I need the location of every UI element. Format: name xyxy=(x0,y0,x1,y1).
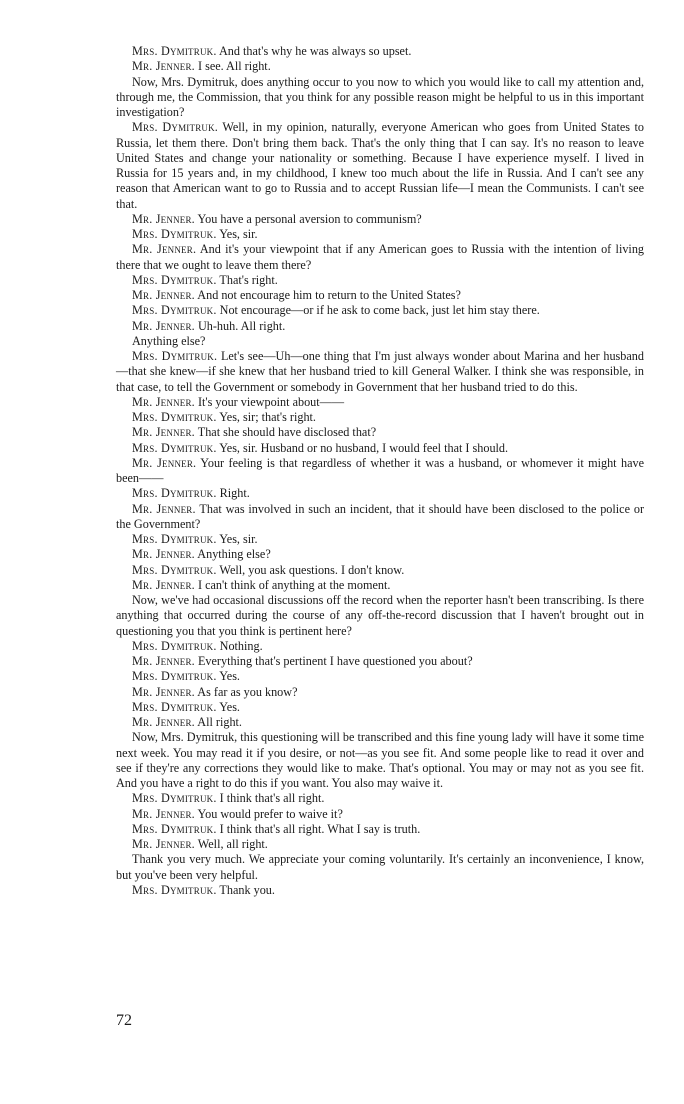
transcript-paragraph xyxy=(116,44,644,59)
paragraph-text: Yes. xyxy=(219,669,240,684)
transcript-paragraph xyxy=(116,288,644,303)
transcript-paragraph xyxy=(116,75,644,121)
transcript-paragraph xyxy=(116,669,644,684)
transcript-paragraph xyxy=(116,59,644,74)
transcript-paragraph xyxy=(116,807,644,822)
transcript-paragraph xyxy=(116,303,644,318)
speaker-label: Mrs. Dymitruk. xyxy=(132,120,219,135)
paragraph-text: All right. xyxy=(197,715,242,729)
paragraph-text: Thank you very much. We appreciate your coming voluntarily. It's certainly an inconvenience, I know, but you've been very helpful. xyxy=(116,852,644,882)
speaker-label: Mr. Jenner. xyxy=(132,806,195,821)
speaker-label: Mrs. Dymitruk. xyxy=(132,440,217,455)
transcript-paragraph xyxy=(116,334,644,349)
speaker-label: Mr. Jenner. xyxy=(132,318,195,333)
paragraph-text: I think that's all right. xyxy=(219,791,325,806)
paragraph-text: You would prefer to waive it? xyxy=(197,806,343,821)
paragraph-text: Yes, sir. xyxy=(219,532,258,546)
speaker-label: Mrs. Dymitruk. xyxy=(132,272,217,287)
speaker-label: Mr. Jenner. xyxy=(132,425,195,440)
paragraph-text: Now, Mrs. Dymitruk, this questioning will be transcribed and this fine young lady will have it some time next week. You may read it if you desire, or not—as you see fit. And some people like to read it over and see if they're any corrections they would like to make. That's optional. You may or may not as you see fit. And you have a right to do this if you want. You also may waive it. xyxy=(116,730,644,790)
paragraph-text: That was involved in such an incident, that it should have been disclosed to the police or the Government? xyxy=(116,501,645,531)
paragraph-text: Anything else? xyxy=(197,547,271,562)
speaker-label: Mrs. Dymitruk. xyxy=(132,699,217,714)
transcript-paragraph xyxy=(116,441,644,456)
transcript-paragraph xyxy=(116,425,644,440)
paragraph-text: I see. All right. xyxy=(197,59,271,74)
paragraph-text: That's right. xyxy=(219,272,278,287)
speaker-label: Mrs. Dymitruk. xyxy=(132,303,217,318)
speaker-label: Mr. Jenner. xyxy=(132,394,195,409)
speaker-label: Mrs. Dymitruk. xyxy=(132,791,217,806)
speaker-label: Mrs. Dymitruk. xyxy=(132,410,217,424)
page-number: 72 xyxy=(116,1012,132,1029)
speaker-label: Mr. Jenner. xyxy=(132,577,195,592)
transcript-paragraph xyxy=(116,273,644,288)
transcript-paragraph xyxy=(116,410,644,425)
paragraph-text: It's your viewpoint about—— xyxy=(197,394,345,409)
paragraph-text: Not encourage—or if he ask to come back, just let him stay there. xyxy=(219,303,540,318)
speaker-label: Mr. Jenner. xyxy=(132,242,197,257)
paragraph-text: Yes. xyxy=(219,699,240,714)
paragraph-text: Yes, sir; that's right. xyxy=(219,410,316,424)
paragraph-text: I can't think of anything at the moment. xyxy=(197,577,391,592)
paragraph-text: Your feeling is that regardless of whether it was a husband, or whomever it might have been—— xyxy=(116,455,644,485)
speaker-label: Mrs. Dymitruk. xyxy=(132,486,217,501)
paragraph-text: And it's your viewpoint that if any American goes to Russia with the intention of living there that we ought to leave them there? xyxy=(116,242,645,272)
speaker-label: Mrs. Dymitruk. xyxy=(132,349,218,363)
transcript-paragraph xyxy=(116,212,644,227)
transcript-paragraph xyxy=(116,349,644,395)
paragraph-text: Thank you. xyxy=(219,882,275,897)
transcript-paragraph xyxy=(116,852,644,883)
speaker-label: Mrs. Dymitruk. xyxy=(132,821,217,836)
speaker-label: Mrs. Dymitruk. xyxy=(132,44,217,58)
transcript-paragraph xyxy=(116,547,644,562)
speaker-label: Mrs. Dymitruk. xyxy=(132,227,217,241)
transcript-paragraph xyxy=(116,837,644,852)
paragraph-text: And that's why he was always so upset. xyxy=(218,44,412,58)
speaker-label: Mr. Jenner. xyxy=(132,501,196,516)
transcript-paragraph xyxy=(116,700,644,715)
transcript-paragraph xyxy=(116,242,644,273)
speaker-label: Mr. Jenner. xyxy=(132,654,195,668)
transcript-paragraph xyxy=(116,715,644,730)
transcript-paragraph xyxy=(116,822,644,837)
transcript-paragraph xyxy=(116,593,644,639)
speaker-label: Mr. Jenner. xyxy=(132,684,195,699)
paragraph-text: Yes, sir. xyxy=(219,227,258,241)
paragraph-text: Right. xyxy=(219,486,250,501)
speaker-label: Mr. Jenner. xyxy=(132,455,197,470)
speaker-label: Mr. Jenner. xyxy=(132,837,195,851)
paragraph-text: Let's see—Uh—one thing that I'm just always wonder about Marina and her husband—that she knew—if she knew that her husband tried to kill General Walker. I think she was responsible, in that case, to tell the Government or somebody in Government that her husband tried to do this. xyxy=(116,349,644,394)
paragraph-text: Now, Mrs. Dymitruk, does anything occur to you now to which you would like to call my attention and, through me, the Commission, that you think for any possible reason might be helpful to us in this important investigation? xyxy=(116,74,644,119)
transcript-paragraph xyxy=(116,227,644,242)
paragraph-text: Uh-huh. All right. xyxy=(197,318,286,333)
speaker-label: Mrs. Dymitruk. xyxy=(132,532,217,546)
paragraph-text: Yes, sir. Husband or no husband, I would feel that I should. xyxy=(219,440,509,455)
transcript-paragraph xyxy=(116,639,644,654)
transcript-paragraph xyxy=(116,563,644,578)
transcript-paragraph xyxy=(116,120,644,212)
paragraph-text: You have a personal aversion to communism? xyxy=(197,211,422,226)
transcript-paragraph xyxy=(116,578,644,593)
paragraph-text: That she should have disclosed that? xyxy=(197,425,377,440)
transcript-paragraph xyxy=(116,685,644,700)
speaker-label: Mr. Jenner. xyxy=(132,211,195,226)
transcript-paragraph xyxy=(116,532,644,547)
transcript-paragraph xyxy=(116,654,644,669)
transcript-paragraph xyxy=(116,502,644,533)
transcript-paragraph xyxy=(116,395,644,410)
speaker-label: Mr. Jenner. xyxy=(132,547,195,562)
paragraph-text: As far as you know? xyxy=(197,684,298,699)
speaker-label: Mr. Jenner. xyxy=(132,715,195,729)
paragraph-text: Nothing. xyxy=(219,638,263,653)
paragraph-text: Anything else? xyxy=(132,333,206,348)
speaker-label: Mr. Jenner. xyxy=(132,59,195,74)
transcript-paragraph xyxy=(116,791,644,806)
paragraph-text: I think that's all right. What I say is truth. xyxy=(219,821,421,836)
transcript-paragraph xyxy=(116,456,644,487)
paragraph-text: Everything that's pertinent I have questioned you about? xyxy=(197,654,473,668)
paragraph-text: And not encourage him to return to the United States? xyxy=(197,288,461,302)
paragraph-text: Now, we've had occasional discussions off the record when the reporter hasn't been transcribing. Is there anything that occurred during the course of any off-the-record discussion that I haven't brought out in questioning you that you think is pertinent here? xyxy=(116,593,644,638)
paragraph-text: Well, all right. xyxy=(197,837,268,851)
transcript-body xyxy=(116,44,644,898)
speaker-label: Mrs. Dymitruk. xyxy=(132,669,217,684)
speaker-label: Mrs. Dymitruk. xyxy=(132,882,217,897)
speaker-label: Mr. Jenner. xyxy=(132,288,195,302)
speaker-label: Mrs. Dymitruk. xyxy=(132,638,217,653)
paragraph-text: Well, you ask questions. I don't know. xyxy=(219,562,405,577)
transcript-paragraph xyxy=(116,730,644,791)
transcript-paragraph xyxy=(116,883,644,898)
speaker-label: Mrs. Dymitruk. xyxy=(132,562,217,577)
transcript-paragraph xyxy=(116,486,644,501)
transcript-paragraph xyxy=(116,319,644,334)
paragraph-text: Well, in my opinion, naturally, everyone American who goes from United States to Russia, let them there. Don't bring them back. That's the only thing that I can say. It's no reason to leave United States and change your nationality or something. Because I have experience myself. I lived in Russia for 15 years and, in my childhood, I knew too much about the life in Russia. And I can't see any reason that American want to go to Russia and to accept Russian life—I mean the Communists. I can't see that. xyxy=(116,120,644,211)
